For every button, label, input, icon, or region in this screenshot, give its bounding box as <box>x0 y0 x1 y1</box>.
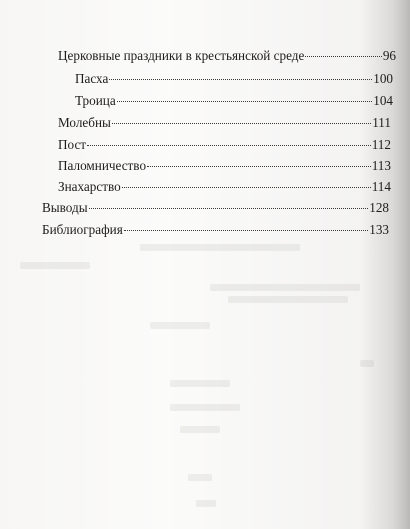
toc-entry-title: Троица <box>75 93 116 108</box>
toc-entry[interactable] <box>58 178 391 196</box>
dot-leader <box>305 56 381 57</box>
toc-entry[interactable] <box>58 114 391 132</box>
toc-entry-page: 112 <box>371 137 391 152</box>
toc-entry-title: Паломничество <box>58 158 147 173</box>
toc-entry[interactable] <box>58 47 396 65</box>
dot-leader <box>147 166 371 167</box>
toc-entry-title: Выводы <box>42 200 88 215</box>
toc-entry-page: 104 <box>373 93 393 108</box>
dot-leader <box>124 230 368 231</box>
toc-entry-page: 111 <box>372 115 391 130</box>
toc-entry[interactable] <box>42 199 389 217</box>
dot-leader <box>112 123 371 124</box>
toc-entry[interactable] <box>42 221 389 239</box>
toc-entry-page: 128 <box>369 200 389 215</box>
toc-entry-page: 114 <box>371 179 391 194</box>
toc-entry-page: 100 <box>373 71 393 86</box>
dot-leader <box>122 187 371 188</box>
toc-entry-title: Пасха <box>75 71 109 86</box>
dot-leader <box>87 145 371 146</box>
toc-entry[interactable] <box>58 136 391 154</box>
toc-entry[interactable] <box>58 157 391 175</box>
dot-leader <box>117 101 373 102</box>
toc-entry[interactable] <box>75 92 393 110</box>
toc-entry-page: 96 <box>382 48 396 63</box>
toc-entry[interactable] <box>75 70 393 88</box>
toc-entry-page: 113 <box>371 158 391 173</box>
toc-entry-title: Пост <box>58 137 87 152</box>
dot-leader <box>89 208 369 209</box>
toc-entry-title: Молебны <box>58 115 111 130</box>
toc-entry-page: 133 <box>369 222 389 237</box>
dot-leader <box>109 79 372 80</box>
toc-entry-title: Церковные праздники в крестьянской среде <box>58 48 305 63</box>
toc-entry-title: Знахарство <box>58 179 121 194</box>
toc-entry-title: Библиография <box>42 222 123 237</box>
